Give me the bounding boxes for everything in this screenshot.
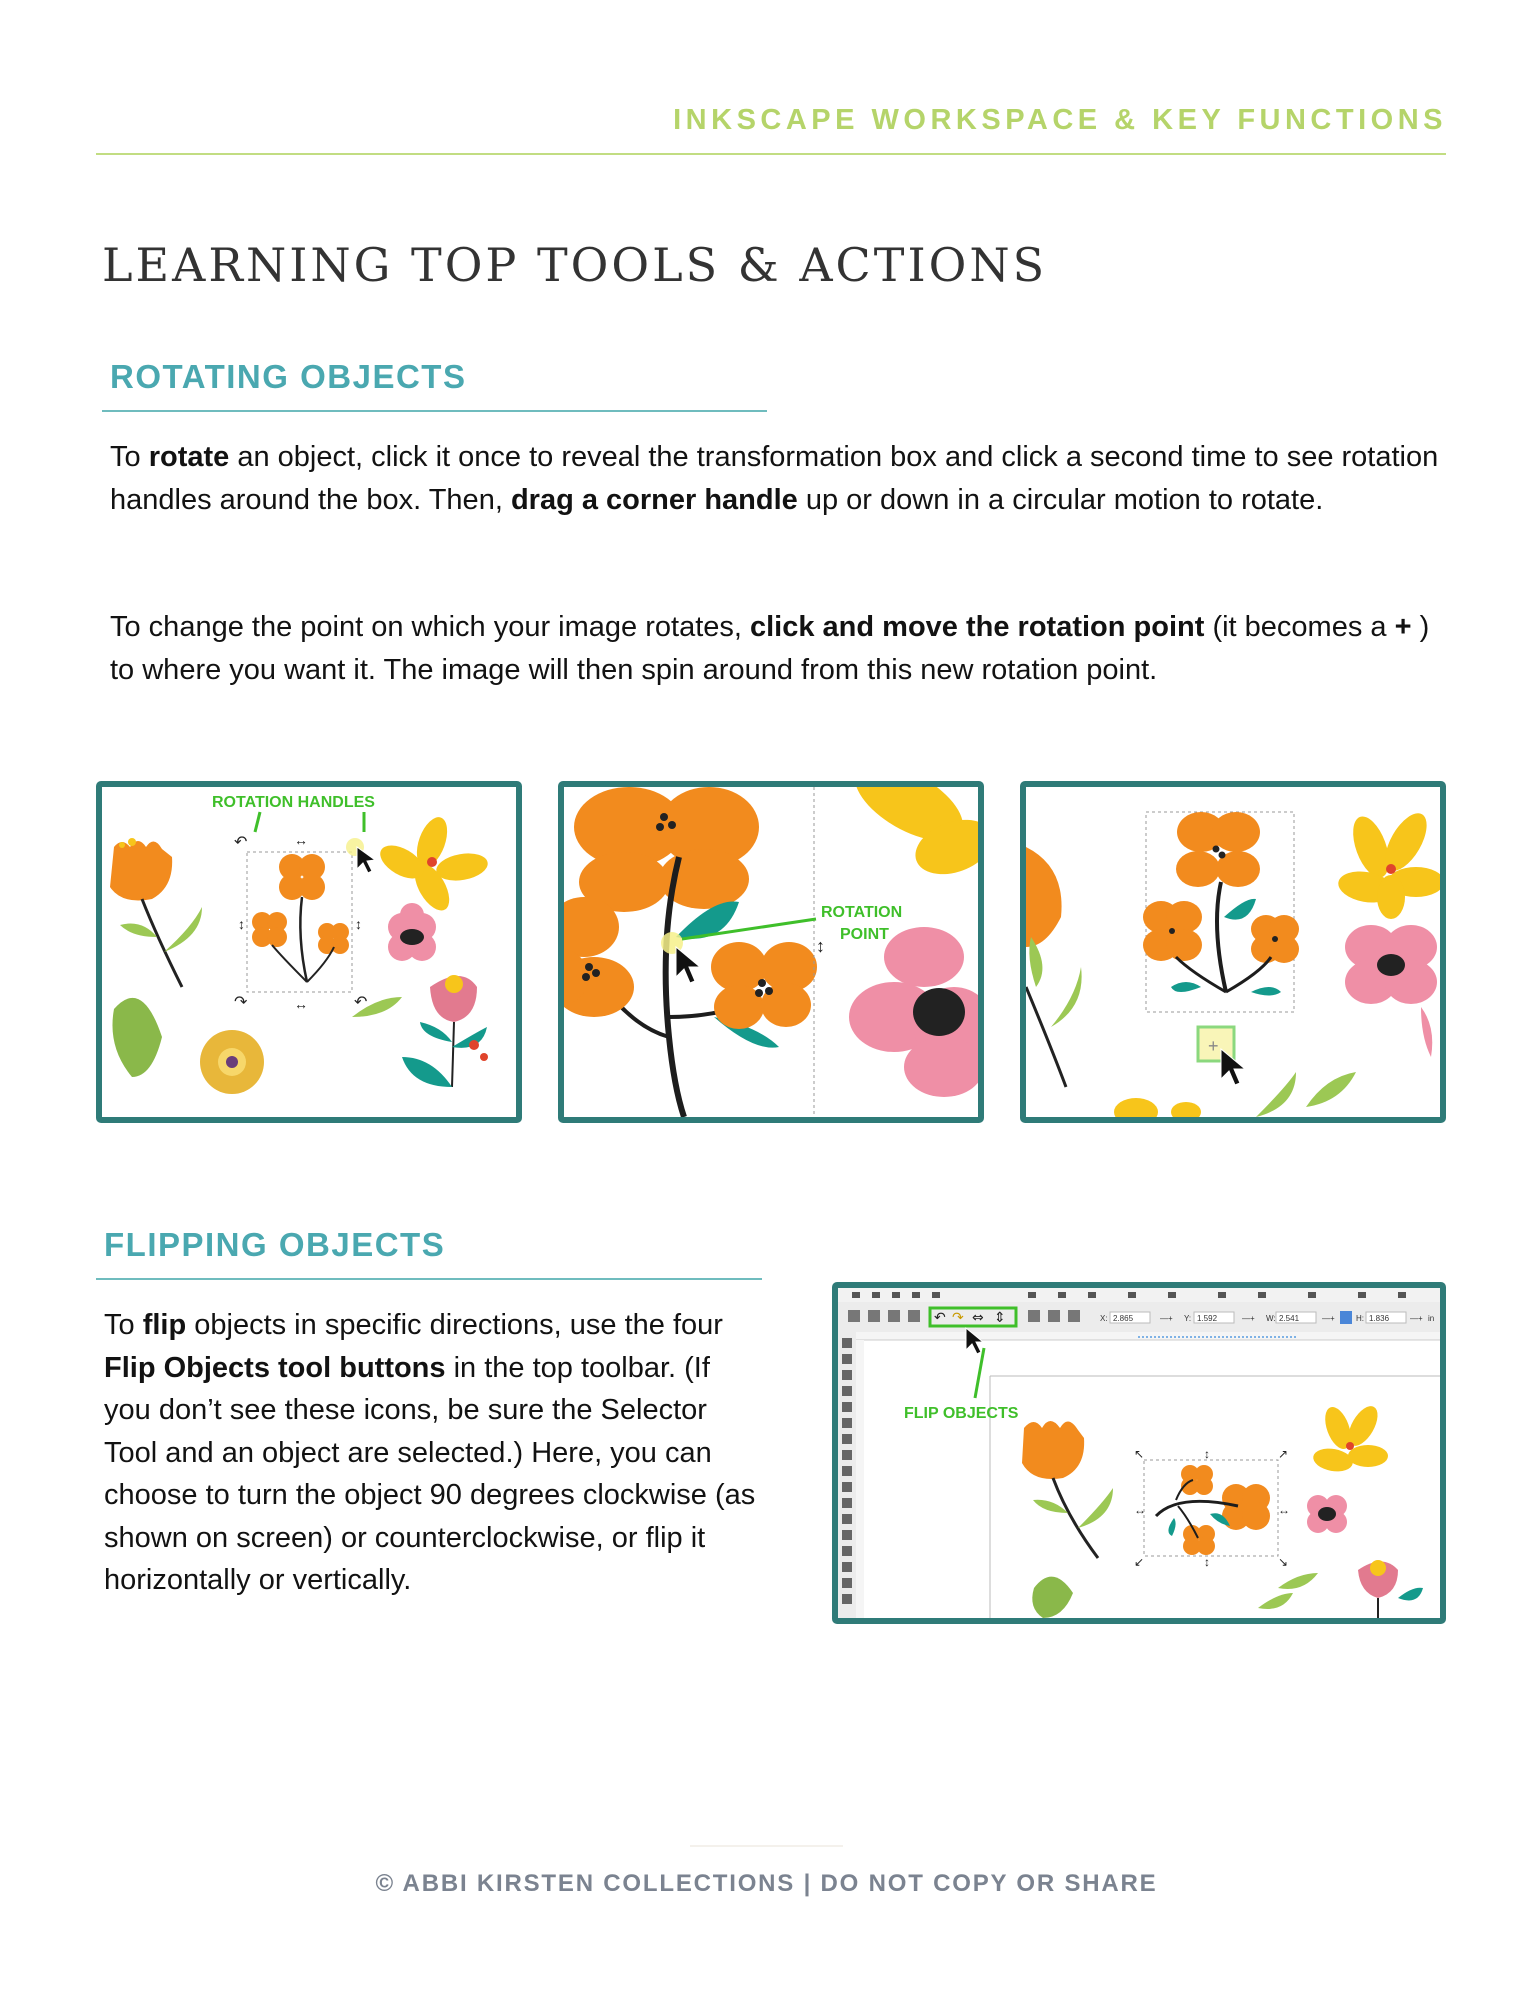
rotate-cw-icon: ↷ bbox=[952, 1310, 964, 1326]
svg-text:—+: —+ bbox=[1242, 1314, 1255, 1323]
section-heading-flipping: FLIPPING OBJECTS bbox=[104, 1226, 446, 1263]
svg-text:+: + bbox=[1208, 1036, 1219, 1056]
svg-text:2.541: 2.541 bbox=[1279, 1314, 1300, 1323]
footer-divider bbox=[690, 1845, 843, 1847]
svg-text:X:: X: bbox=[1100, 1314, 1108, 1323]
label-rotation-handles: ROTATION HANDLES bbox=[212, 794, 375, 811]
header-divider bbox=[96, 153, 1446, 155]
svg-text:H:: H: bbox=[1356, 1314, 1364, 1323]
svg-text:↷: ↷ bbox=[234, 994, 248, 1011]
svg-text:↕: ↕ bbox=[355, 916, 362, 932]
svg-text:↕: ↕ bbox=[816, 936, 825, 956]
svg-text:in: in bbox=[1428, 1314, 1435, 1323]
section-heading-rotating: ROTATING OBJECTS bbox=[110, 358, 467, 395]
svg-text:W:: W: bbox=[1266, 1314, 1276, 1323]
svg-text:Y:: Y: bbox=[1184, 1314, 1192, 1323]
section-divider-flipping bbox=[96, 1278, 762, 1280]
flipping-paragraph: To flip objects in specific directions, use the four Flip Objects tool buttons in the top toolbar. (If you don’t see these icons, be sure the Selector Tool and an object are selected.) Here, you can choose to turn the object 90 degrees clockwise (as shown on screen) or counterclockwise, or flip it horizontally or vertically. bbox=[104, 1309, 756, 1596]
svg-text:↔: ↔ bbox=[294, 832, 308, 848]
svg-text:1.836: 1.836 bbox=[1369, 1314, 1390, 1323]
svg-text:↔: ↔ bbox=[1278, 1503, 1290, 1517]
svg-text:1.592: 1.592 bbox=[1197, 1314, 1218, 1323]
svg-text:↕: ↕ bbox=[1204, 1555, 1210, 1569]
rotating-paragraph-2: To change the point on which your image rotates, click and move the rotation point (it becomes a + ) to where you want it. The image will then spin around from this new rotation point. bbox=[110, 611, 1430, 686]
label-rotation-point-line2: POINT bbox=[840, 926, 889, 943]
page-title: LEARNING TOP TOOLS & ACTIONS bbox=[102, 238, 1048, 292]
svg-text:↕: ↕ bbox=[1204, 1447, 1210, 1461]
svg-text:↘: ↘ bbox=[1278, 1555, 1289, 1569]
svg-text:↖: ↖ bbox=[1134, 1447, 1145, 1461]
svg-text:↔: ↔ bbox=[294, 996, 308, 1012]
flip-vertical-icon: ⇕ bbox=[994, 1310, 1006, 1326]
svg-text:2.865: 2.865 bbox=[1113, 1314, 1134, 1323]
section-divider-rotating bbox=[102, 410, 767, 412]
label-flip-objects: FLIP OBJECTS bbox=[904, 1405, 1019, 1422]
moved-rotation-point-screenshot bbox=[1020, 781, 1446, 1123]
label-rotation-point-line1: ROTATION bbox=[821, 904, 903, 921]
inkscape-flip-screenshot bbox=[832, 1282, 1446, 1624]
svg-text:↙: ↙ bbox=[1134, 1555, 1145, 1569]
rotating-paragraph-1: To rotate an object, click it once to reveal the transformation box and click a second time to see rotation handles around the box. Then, drag a corner handle up or down in a circular motion to rotate. bbox=[110, 441, 1439, 516]
header-title: INKSCAPE WORKSPACE & KEY FUNCTIONS bbox=[673, 104, 1447, 136]
rotation-point-screenshot bbox=[558, 781, 984, 1123]
rotation-handles-screenshot bbox=[96, 781, 522, 1123]
svg-text:↶: ↶ bbox=[234, 834, 248, 851]
svg-text:—+: —+ bbox=[1410, 1314, 1423, 1323]
svg-text:—+: —+ bbox=[1160, 1314, 1173, 1323]
svg-text:↗: ↗ bbox=[1278, 1447, 1289, 1461]
svg-text:↔: ↔ bbox=[1134, 1503, 1146, 1517]
svg-text:↕: ↕ bbox=[238, 916, 245, 932]
rotate-ccw-icon: ↶ bbox=[934, 1310, 946, 1326]
footer-copyright: © ABBI KIRSTEN COLLECTIONS | DO NOT COPY OR SHARE bbox=[375, 1870, 1158, 1897]
flip-horizontal-icon: ⇔ bbox=[972, 1310, 984, 1326]
svg-text:↶: ↶ bbox=[354, 994, 368, 1011]
svg-text:—+: —+ bbox=[1322, 1314, 1335, 1323]
